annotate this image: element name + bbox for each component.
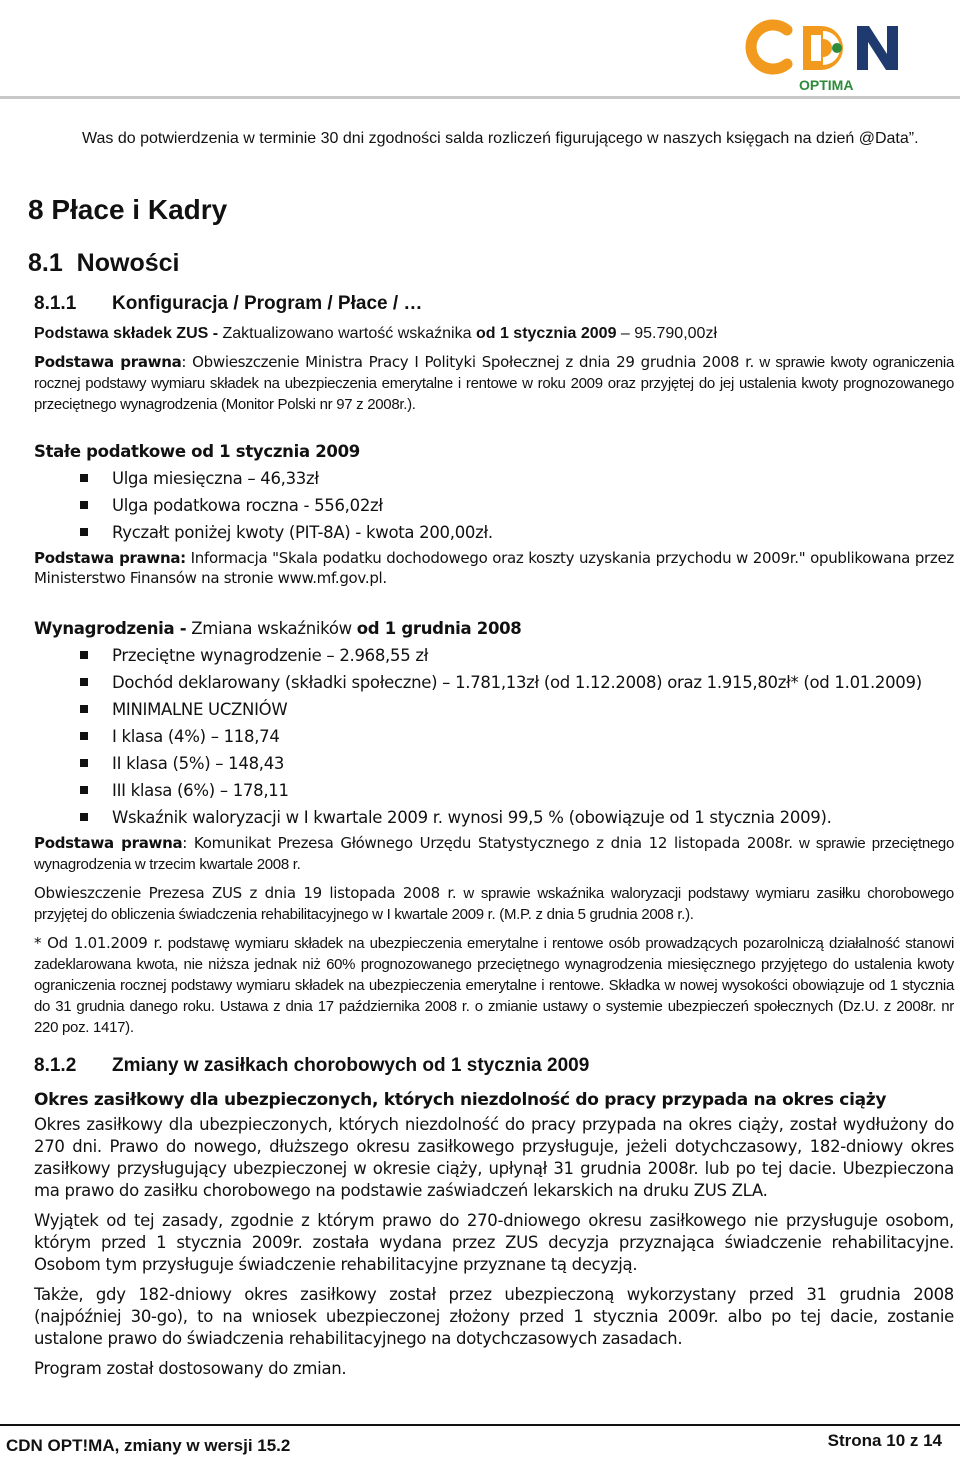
list-item: II klasa (5%) – 148,43	[34, 750, 954, 777]
bullet-icon	[80, 813, 88, 821]
footer-page-number: Strona 10 z 14	[827, 1431, 942, 1450]
bullet-icon	[80, 474, 88, 482]
footer-divider	[0, 1424, 960, 1426]
wages-list	[34, 642, 954, 831]
zus-notice-paragraph: Obwieszczenie Prezesa ZUS z dnia 19 listopada 2008 r. w sprawie wskaźnika waloryzacji podstawy wymiaru zasiłku chorobowego przyjętej do obliczenia świadczenia rehabilitacyjnego w I kwartale 2009 r. (M.P. z dnia 5 grudnia 2008 r.).	[34, 884, 954, 923]
section-title: Nowości	[76, 249, 180, 277]
header-divider	[0, 96, 960, 99]
zus-base-label: Podstawa składek ZUS -	[34, 325, 219, 342]
subsection-number: 8.1.2	[34, 1055, 77, 1076]
list-item: MINIMALNE UCZNIÓW	[34, 696, 954, 723]
logo-graphic	[741, 12, 960, 94]
wages-legal-basis: Podstawa prawna: Komunikat Prezesa Głównego Urzędu Statystycznego z dnia 12 listopada 2008r. w sprawie przeciętnego wynagrodzenia w trzecim kwartale 2008 r.	[34, 834, 955, 873]
bullet-icon	[80, 651, 88, 659]
bullet-icon	[80, 786, 88, 794]
wages-title: Wynagrodzenia - Zmiana wskaźników od 1 grudnia 2008	[34, 619, 522, 638]
list-item: I klasa (4%) – 118,74	[34, 723, 954, 750]
bullet-icon	[80, 501, 88, 509]
list-item: Ulga podatkowa roczna - 556,02zł	[34, 492, 954, 519]
sick-leave-paragraph-3: Także, gdy 182-dniowy okres zasiłkowy został przez ubezpieczoną wykorzystany przed 31 grudnia 2008 (najpóźniej 30-go), to na wniosek ubezpieczonej złożony przed 1 stycznia 2009r. albo po tej dacie, zostanie ustalone prawo do świadczenia rehabilitacyjnego na dotychczasowych zasadach.	[34, 1285, 954, 1348]
bullet-icon	[80, 732, 88, 740]
list-item: Ryczałt poniżej kwoty (PIT-8A) - kwota 200,00zł.	[34, 519, 954, 546]
zus-base-paragraph: Podstawa składek ZUS - Zaktualizowano wartość wskaźnika od 1 stycznia 2009 – 95.790,00zł	[34, 325, 717, 342]
bullet-icon	[80, 528, 88, 536]
list-item: Przeciętne wynagrodzenie – 2.968,55 zł	[34, 642, 954, 669]
subsection-heading-sick-leave	[34, 1052, 954, 1080]
svg-text:OPTIMA: OPTIMA	[799, 77, 854, 93]
section-number: 8.1	[28, 249, 63, 277]
cdn-optima-logo	[741, 12, 960, 94]
list-item: Dochód deklarowany (składki społeczne) – 1.781,13zł (od 1.12.2008) oraz 1.915,80zł* (od 1.01.2009)	[34, 669, 954, 696]
subsection-title: Konfiguracja / Program / Płace / …	[112, 293, 423, 314]
footer-version: CDN OPT!MA, zmiany w wersji 15.2	[6, 1436, 291, 1455]
section-heading	[28, 246, 954, 280]
sick-leave-paragraph-1: Okres zasiłkowy dla ubezpieczonych, których niezdolność do pracy przypada na okres ciąży, został wydłużony do 270 dni. Prawo do nowego, dłuższego okresu zasiłkowego przysługuje, jeżeli dotychczasowy, 182-dniowy okres zasiłkowy przysługujący ubezpieczonej w okresie ciąży, upłynął 31 grudnia 2008r. lub po tej dacie. Ubezpieczona ma prawo do zasiłku chorobowego na podstawie zaświadczeń lekarskich na druku ZUS ZLA.	[34, 1115, 954, 1200]
bullet-icon	[80, 705, 88, 713]
intro-paragraph: Was do potwierdzenia w terminie 30 dni zgodności salda rozliczeń figurującego w naszych księgach na dzień @Data”.	[82, 130, 919, 147]
subsection-heading-configuration	[34, 290, 954, 318]
tax-legal-basis: Podstawa prawna: Informacja "Skala podatku dochodowego oraz koszty uzyskania przychodu w 2009r." opublikowana przez Ministerstwo Finansów na stronie www.mf.gov.pl.	[34, 549, 954, 587]
sick-leave-paragraph-4: Program został dostosowany do zmian.	[34, 1359, 347, 1378]
zus-legal-basis: Podstawa prawna: Obwieszczenie Ministra Pracy I Polityki Społecznej z dnia 29 grudnia 2008 r. w sprawie kwoty ograniczenia rocznej podstawy wymiaru składek na ubezpieczenia emerytalne i rentowe w roku 2009 oraz przyjętej do jej ustalenia kwoty prognozowanego przeciętnego wynagrodzenia (Monitor Polski nr 97 z 2008r.).	[34, 353, 955, 413]
tax-constants-list	[34, 465, 954, 546]
footnote-paragraph: * Od 1.01.2009 r. podstawę wymiaru składek na ubezpieczenia emerytalne i rentowe osób prowadzących pozarolniczą działalność stanowi zadeklarowana kwota, nie niższa jednak niż 60% prognozowanego przeciętnego wynagrodzenia miesięcznego przyjętego do ustalenia kwoty ograniczenia rocznej podstawy wymiaru składek na ubezpieczenia emerytalne i rentowe. Składka w nowej wysokości obowiązuje od 1 stycznia do 31 grudnia danego roku. Ustawa z dnia 17 października 2008 r. o zmianie ustawy o systemie ubezpieczeń społecznych (Dz.U. z 2008r. nr 220 poz. 1417).	[34, 934, 954, 1036]
list-item: Wskaźnik waloryzacji w I kwartale 2009 r. wynosi 99,5 % (obowiązuje od 1 stycznia 2009).	[34, 804, 954, 831]
tax-constants-title: Stałe podatkowe od 1 stycznia 2009	[34, 442, 360, 461]
subsection-title: Zmiany w zasiłkach chorobowych od 1 stycznia 2009	[112, 1055, 590, 1076]
subsection-number: 8.1.1	[34, 293, 77, 314]
legal-basis-label: Podstawa prawna	[34, 353, 182, 371]
document-body	[28, 128, 955, 1380]
sick-leave-subheading: Okres zasiłkowy dla ubezpieczonych, których niezdolność do pracy przypada na okres ciąży	[34, 1090, 887, 1110]
list-item: Ulga miesięczna – 46,33zł	[34, 465, 954, 492]
bullet-icon	[80, 678, 88, 686]
list-item: III klasa (6%) – 178,11	[34, 777, 954, 804]
sick-leave-paragraph-2: Wyjątek od tej zasady, zgodnie z którym prawo do 270-dniowego okresu zasiłkowego nie przysługuje osobom, którym przed 1 stycznia 2009r. została wydana przez ZUS decyzja przyznająca świadczenie rehabilitacyjne. Osobom tym przysługuje świadczenie rehabilitacyjne przyznane tą decyzją.	[34, 1211, 954, 1274]
chapter-heading: 8 Płace i Kadry	[28, 194, 228, 225]
bullet-icon	[80, 759, 88, 767]
